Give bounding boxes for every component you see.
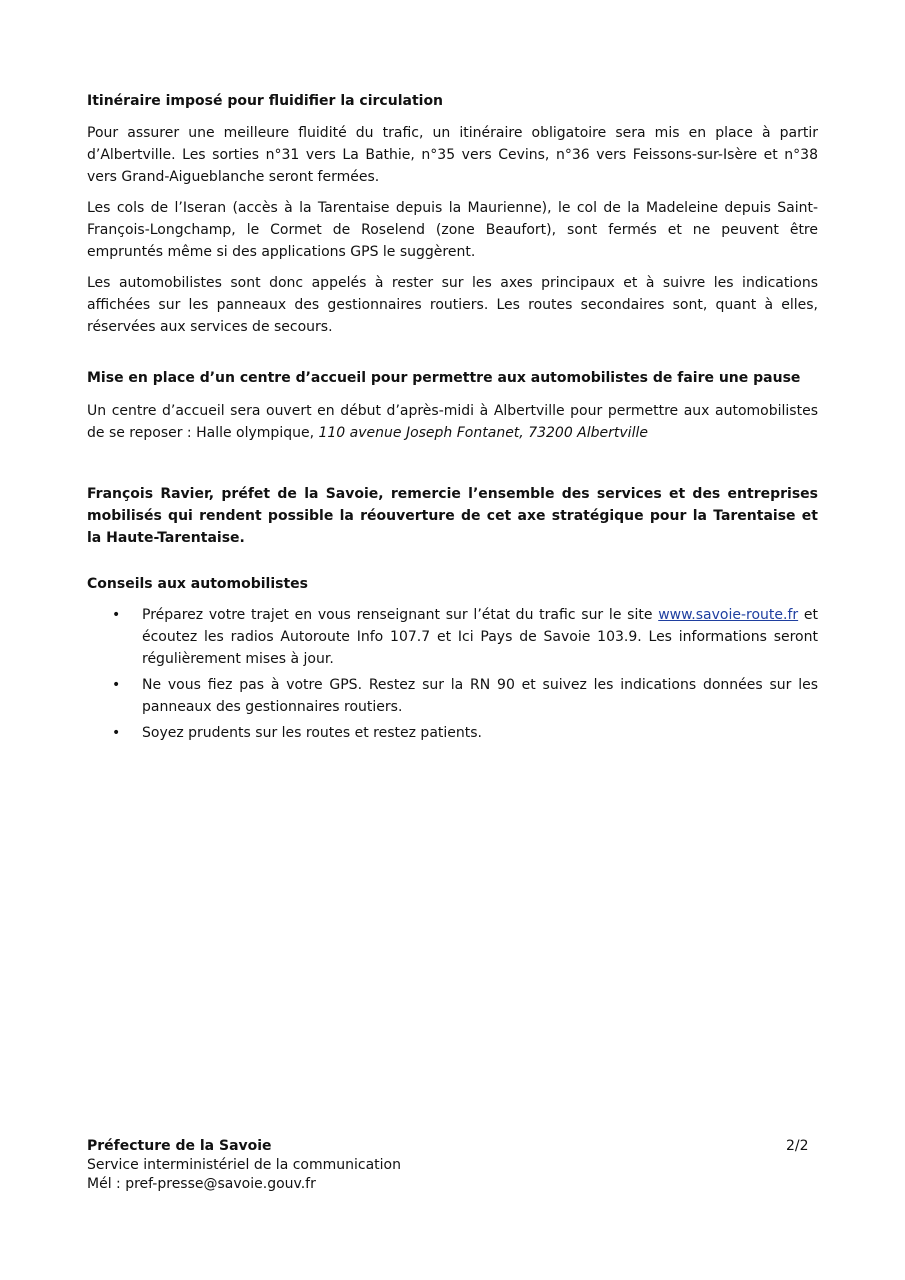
bullet-icon: • [112,607,121,623]
advice-text: Soyez prudents sur les routes et restez patients. [142,725,482,741]
footer-email: Mél : pref-presse@savoie.gouv.fr [87,1176,316,1192]
advice-list [87,604,818,748]
list-item [87,722,818,744]
paragraph-centre-accueil [87,400,818,444]
section-title-conseils: Conseils aux automobilistes [87,576,309,592]
centre-accueil-address: 110 avenue Joseph Fontanet, 73200 Albertville [318,425,648,441]
advice-text: Préparez votre trajet en vous renseignant sur l’état du trafic sur le site [142,607,659,623]
footer-service: Service interministériel de la communication [87,1157,401,1173]
footer [87,1137,401,1194]
prefet-statement: François Ravier, préfet de la Savoie, remercie l’ensemble des services et des entreprises mobilisés qui rendent possible la réouverture de cet axe stratégique pour la Tarentaise et la Haute-Tarentaise. [87,486,818,546]
paragraph-cols: Les cols de l’Iseran (accès à la Tarentaise depuis la Maurienne), le col de la Madeleine depuis Saint-François-Longchamp, le Cormet de Roselend (zone Beaufort), sont fermés et ne peuvent être empruntés même si des applications GPS le suggèrent. [87,200,818,260]
savoie-route-link[interactable]: www.savoie-route.fr [658,607,799,623]
bullet-icon: • [112,677,121,693]
centre-accueil-text: Un centre d’accueil sera ouvert en début d’après-midi à Albertville pour permettre aux automobilistes de se reposer : Halle olympique, [87,403,818,441]
paragraph-itineraire: Pour assurer une meilleure fluidité du trafic, un itinéraire obligatoire sera mis en place à partir d’Albertville. Les sorties n°31 vers La Bathie, n°35 vers Cevins, n°36 vers Feissons-sur-Isère et n°38 vers Grand-Aigueblanche seront fermées. [87,125,818,185]
footer-org: Préfecture de la Savoie [87,1138,272,1154]
page-number: 2/2 [786,1138,809,1154]
list-item [87,674,818,718]
advice-text: Ne vous fiez pas à votre GPS. Restez sur la RN 90 et suivez les indications données sur les panneaux des gestionnaires routiers. [142,677,818,715]
bullet-icon: • [112,725,121,741]
section-title-centre-accueil: Mise en place d’un centre d’accueil pour permettre aux automobilistes de faire une pause [87,370,801,386]
advice-text: et écoutez les radios Autoroute Info 107.7 et Ici Pays de Savoie 103.9. Les informations seront régulièrement mises à jour. [142,607,818,667]
list-item [87,604,818,670]
section-title-itineraire: Itinéraire imposé pour fluidifier la circulation [87,93,444,109]
paragraph-automobilistes: Les automobilistes sont donc appelés à rester sur les axes principaux et à suivre les indications affichées sur les panneaux des gestionnaires routiers. Les routes secondaires sont, quant à elles, réservées aux services de secours. [87,275,818,335]
